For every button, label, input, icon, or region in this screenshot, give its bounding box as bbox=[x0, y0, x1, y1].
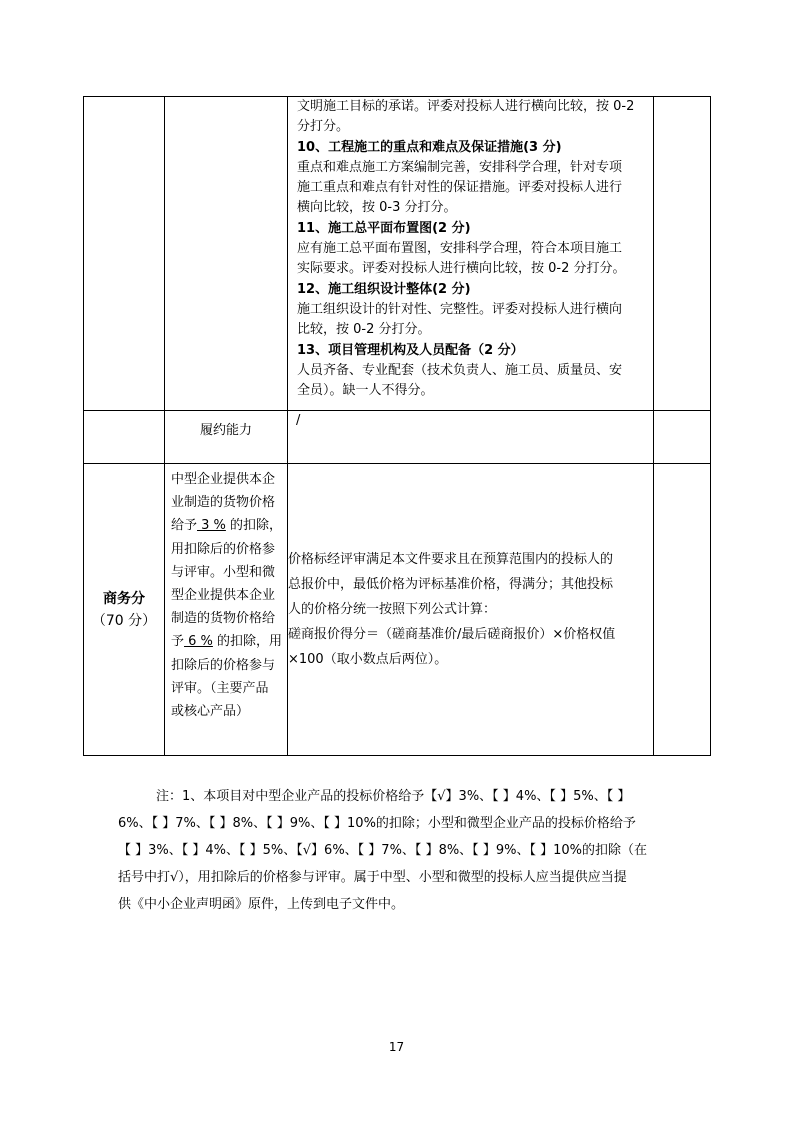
discount-line bbox=[171, 654, 287, 677]
category-cell-empty bbox=[84, 97, 165, 411]
criterion-text: 比较，按 0-2 分打分。 bbox=[297, 322, 431, 338]
discount-rate: 6 % bbox=[184, 634, 213, 650]
criterion-heading: 12、施工组织设计整体(2 分) bbox=[297, 281, 471, 297]
footnote-line: 供《中小企业声明函》原件，上传到电子文件中。 bbox=[118, 897, 405, 912]
page-number: 17 bbox=[388, 1040, 405, 1054]
price-criteria-line: 人的价格分统一按照下列公式计算： bbox=[288, 602, 497, 617]
table-row-business bbox=[84, 464, 711, 756]
price-criteria-line: 总报价中，最低价格为评标基准价格，得满分；其他投标 bbox=[288, 577, 614, 592]
discount-rate: 3 % bbox=[197, 518, 226, 534]
discount-text-segment: 业制造的货物价格 bbox=[171, 495, 276, 511]
discount-text-segment: 型企业提供本企业 bbox=[171, 588, 276, 604]
criterion-text: 全员）。缺一人不得分。 bbox=[297, 383, 434, 399]
score-cell-empty bbox=[654, 97, 711, 411]
price-criteria-line: ×100（取小数点后两位）。 bbox=[288, 652, 448, 667]
discount-line bbox=[171, 468, 287, 491]
criterion-heading: 10、工程施工的重点和难点及保证措施(3 分) bbox=[297, 139, 562, 155]
discount-line bbox=[171, 607, 287, 630]
discount-text bbox=[165, 464, 287, 723]
criterion-text: 施工组织设计的针对性、完整性。评委对投标人进行横向 bbox=[297, 301, 623, 317]
business-category-cell bbox=[84, 464, 165, 756]
performance-value-cell bbox=[288, 411, 654, 464]
footnote-line: 注：1、本项目对中型企业产品的投标价格给予【√】3%、【 】4%、【 】5%、【 】 bbox=[156, 789, 631, 804]
discount-text-segment: 给予 bbox=[171, 518, 198, 534]
price-criteria-line: 磋商报价得分＝（磋商基准价/最后磋商报价）×价格权值 bbox=[288, 627, 616, 642]
criterion-text: 应有施工总平面布置图，安排科学合理，符合本项目施工 bbox=[297, 241, 623, 257]
discount-line bbox=[171, 538, 287, 561]
discount-text-segment: 扣除后的价格参与 bbox=[171, 657, 276, 673]
footnote bbox=[118, 783, 674, 918]
score-cell-empty bbox=[654, 411, 711, 464]
business-title: 商务分 bbox=[103, 590, 145, 607]
discount-text-segment: 与评审。小型和微 bbox=[171, 564, 276, 580]
subcategory-cell-empty bbox=[165, 97, 288, 411]
discount-line bbox=[171, 677, 287, 700]
discount-text-segment: 评审。（主要产品 bbox=[171, 680, 269, 696]
footnote-line: 6%、【 】7%、【 】8%、【 】9%、【 】10%的扣除；小型和微型企业产品的投标价格给予 bbox=[118, 816, 636, 831]
criterion-text: 重点和难点施工方案编制完善，安排科学合理，针对专项 bbox=[297, 159, 623, 175]
criterion-text: 施工重点和难点有针对性的保证措施。评委对投标人进行 bbox=[297, 180, 623, 196]
performance-label: 履约能力 bbox=[199, 423, 252, 438]
criterion-text: 实际要求。评委对投标人进行横向比较，按 0-2 分打分。 bbox=[297, 261, 626, 277]
criterion-text: 人员齐备、专业配套（技术负责人、施工员、质量员、安 bbox=[297, 362, 623, 378]
technical-criteria-text bbox=[288, 97, 653, 401]
score-cell-empty bbox=[654, 464, 711, 756]
discount-text-segment: 予 bbox=[171, 634, 185, 650]
discount-line bbox=[171, 561, 287, 584]
performance-label-cell bbox=[165, 411, 288, 464]
performance-value: / bbox=[296, 413, 301, 428]
footnote-line: 括号中打√），用扣除后的价格参与评审。属于中型、小型和微型的投标人应当提供应当提 bbox=[118, 870, 627, 885]
technical-criteria-cell bbox=[288, 97, 654, 411]
table-row-technical bbox=[84, 97, 711, 411]
discount-text-segment: 的扣除， bbox=[225, 518, 283, 534]
table-row-performance bbox=[84, 411, 711, 464]
category-cell-empty bbox=[84, 411, 165, 464]
discount-text-segment: 制造的货物价格给 bbox=[171, 611, 276, 627]
price-criteria-cell bbox=[288, 464, 654, 756]
price-criteria-line: 价格标经评审满足本文件要求且在预算范围内的投标人的 bbox=[288, 552, 614, 567]
discount-line bbox=[171, 700, 287, 723]
criterion-heading: 13、项目管理机构及人员配备（2 分） bbox=[297, 342, 524, 358]
discount-cell bbox=[165, 464, 288, 756]
criterion-text: 横向比较，按 0-3 分打分。 bbox=[297, 200, 457, 216]
discount-line bbox=[171, 491, 287, 514]
footnote-line: 【 】3%、【 】4%、【 】5%、【√】6%、【 】7%、【 】8%、【 】9%、【 】10%的扣除（在 bbox=[118, 843, 647, 858]
discount-text-segment: 用扣除后的价格参 bbox=[171, 541, 276, 557]
criterion-text: 分打分。 bbox=[297, 119, 350, 135]
discount-line bbox=[171, 514, 287, 537]
business-points: （70 分） bbox=[91, 612, 157, 629]
discount-text-segment: 中型企业提供本企 bbox=[171, 472, 276, 487]
discount-line bbox=[171, 630, 287, 653]
criterion-text: 文明施工目标的承诺。评委对投标人进行横向比较，按 0-2 bbox=[297, 99, 635, 114]
criterion-heading: 11、施工总平面布置图(2 分) bbox=[297, 220, 471, 236]
discount-text-segment: 或核心产品） bbox=[171, 704, 250, 720]
discount-text-segment: 的扣除，用 bbox=[212, 634, 283, 650]
price-criteria-text bbox=[288, 547, 653, 672]
discount-line bbox=[171, 584, 287, 607]
scoring-table bbox=[83, 96, 711, 756]
